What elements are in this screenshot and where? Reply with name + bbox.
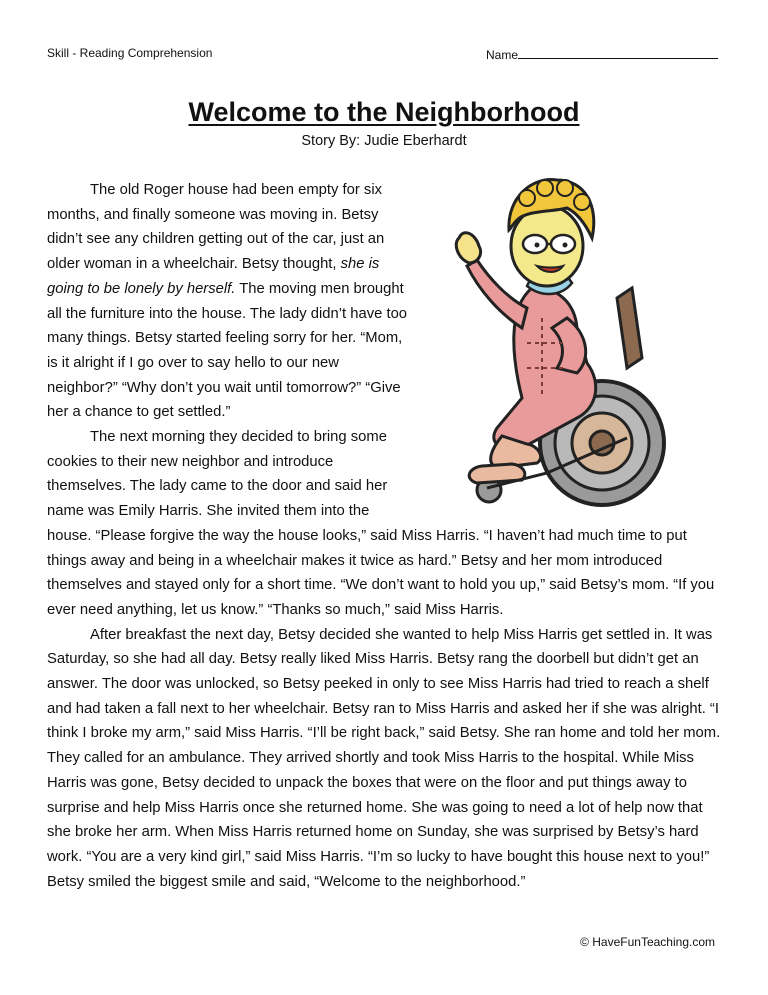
name-field <box>486 46 718 62</box>
story-text <box>47 178 727 894</box>
paragraph-2: The next morning they decided to bring some cookies to their new neighbor and introduce themselves. The lady came to the door and said her name was Emily Harris. She invited them into the house. “Please forgive the way the house looks,” said Miss Harris. “I haven’t had much time to put things away and being in a wheelchair makes it twice as hard.” Betsy and her mom introduced themselves and stayed only for a short time. “We don’t want to hold you up,” said Betsy’s mom. “If you ever need anything, let us know.” “Thanks so much,” said Miss Harris. <box>47 429 715 618</box>
skill-label: Skill - Reading Comprehension <box>47 46 213 60</box>
paragraph-3: After breakfast the next day, Betsy decided she wanted to help Miss Harris get settled in. It was Saturday, so she had all day. Betsy really liked Miss Harris. Betsy rang the doorbell but didn’t get an answer. The door was unlocked, so Betsy peeked in only to see Miss Harris had tried to reach a shelf and had taken a fall next to her wheelchair. Betsy ran to Miss Harris and asked her if she was alright. “I think I broke my arm,” said Miss Harris. “I’ll be right back,” said Betsy. She ran home and told her mom. They called for an ambulance. They arrived shortly and took Miss Harris to the hospital. While Miss Harris was gone, Betsy decided to unpack the boxes that were on the floor and put things away to surprise and help Miss Harris once she returned home. She was going to need a lot of help now that she broke her arm. When Miss Harris returned home on Sunday, she was surprised by Betsy’s hard work. “You are a very kind girl,” said Miss Harris. “I’m so lucky to have bought this house next to you!” Betsy smiled the biggest smile and said, “Welcome to the neighborhood.” <box>47 626 721 890</box>
name-blank-line[interactable] <box>518 46 718 59</box>
byline: Story By: Judie Eberhardt <box>301 133 467 149</box>
copyright-notice: © HaveFunTeaching.com <box>580 935 715 949</box>
woman-in-wheelchair-illustration <box>427 168 727 515</box>
name-label: Name <box>486 48 519 62</box>
page-title: Welcome to the Neighborhood <box>188 97 580 127</box>
paragraph-1: The old Roger house had been empty for six months, and finally someone was moving in. Betsy didn’t see any children getting out of the car, just an older woman in a wheelchair. Betsy thought, she is going to be lonely by herself. The moving men brought all the furniture into the house. The lady didn’t have too many things. Betsy started feeling sorry for her. “Mom, is it alright if I go over to say hello to our new neighbor?” “Why don’t you wait until tomorrow?” “Give her a chance to get settled.” <box>47 182 408 421</box>
